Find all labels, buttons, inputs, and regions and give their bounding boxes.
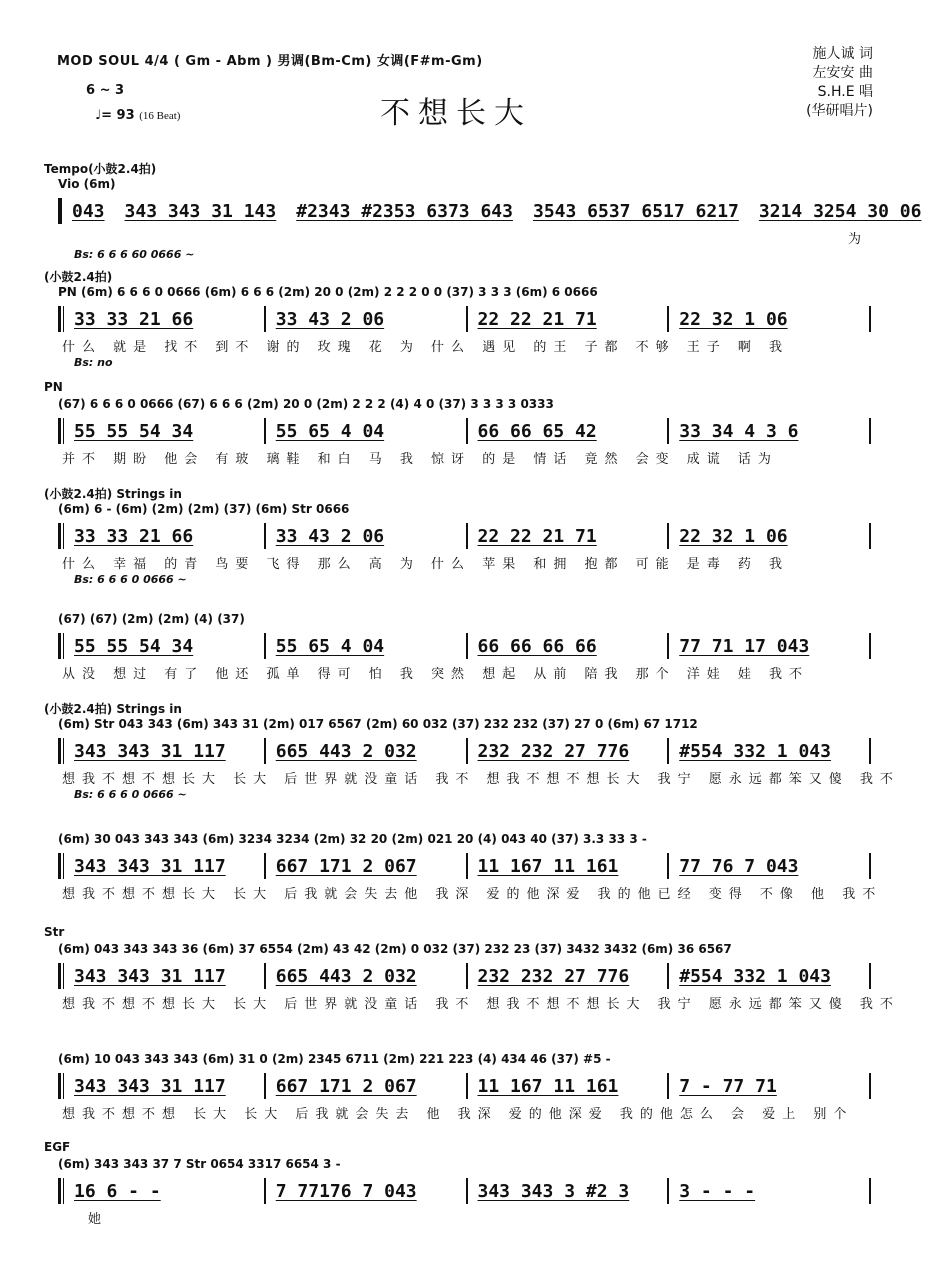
bass-line: Bs: 6 6 6 0 0666 ~	[74, 788, 187, 801]
measure-notes: 22 22 21 71	[477, 525, 597, 547]
section-label: (小鼓2.4拍) Strings in	[44, 702, 182, 716]
measure-notes: 667 171 2 067	[275, 1075, 417, 1097]
barline	[466, 1073, 468, 1099]
barline	[869, 306, 871, 332]
measure	[272, 1181, 460, 1202]
measure	[272, 526, 460, 547]
measure	[474, 526, 662, 547]
double-barline	[58, 1073, 64, 1099]
measure	[121, 201, 281, 222]
notation-line	[58, 418, 877, 444]
double-barline	[58, 306, 64, 332]
measure	[675, 526, 863, 547]
notation-line	[58, 198, 922, 224]
measure-notes: 33 33 21 66	[74, 308, 194, 330]
song-title: 不想长大	[380, 96, 532, 131]
measure	[272, 966, 460, 987]
tempo-marking	[95, 108, 180, 123]
notation-line	[58, 1178, 877, 1204]
measure-notes: 11 167 11 161	[477, 855, 619, 877]
measure-notes: 665 443 2 032	[275, 740, 417, 762]
barline	[466, 1178, 468, 1204]
section-label: PN	[44, 380, 63, 394]
measure-notes: 55 65 4 04	[275, 420, 385, 442]
lyrics-line: 并不 期盼 他会 有玻 璃鞋 和白 马 我 惊讶 的是 情话 竟然 会变 成谎 话为	[62, 452, 778, 467]
barline	[466, 306, 468, 332]
barline	[869, 418, 871, 444]
measure-notes: 33 34 4 3 6	[679, 420, 799, 442]
measure	[675, 856, 863, 877]
tempo-value: ♩= 93	[95, 108, 135, 123]
barline	[667, 306, 669, 332]
bass-line: Bs: no	[74, 356, 113, 369]
double-barline	[58, 1178, 64, 1204]
barline	[869, 963, 871, 989]
notation-line	[58, 963, 877, 989]
barline	[264, 1178, 266, 1204]
section-label: Str	[44, 925, 65, 939]
barline	[667, 633, 669, 659]
measure-notes: 33 43 2 06	[275, 525, 385, 547]
section-label: (小鼓2.4拍)	[44, 270, 113, 284]
measure	[474, 636, 662, 657]
chord-line: (67) (67) (2m) (2m) (4) (37)	[58, 612, 245, 626]
barline	[466, 738, 468, 764]
measure-notes: 667 171 2 067	[275, 855, 417, 877]
lyrics-line: 想我不想不想 长大 长大 后我就会失去 他 我深 爱的他深爱 我的他怎么 会 爱上 别个	[62, 1107, 854, 1122]
section-label: Tempo(小鼓2.4拍)	[44, 162, 157, 176]
double-barline	[58, 418, 64, 444]
barline	[869, 523, 871, 549]
measure	[70, 966, 258, 987]
barline	[466, 523, 468, 549]
barline	[869, 633, 871, 659]
measure-notes: #554 332 1 043	[679, 965, 831, 987]
barline	[667, 963, 669, 989]
measure	[68, 201, 109, 222]
measure	[70, 856, 258, 877]
measure-notes: 343 343 3 #2 3	[477, 1180, 630, 1202]
barline	[264, 853, 266, 879]
measure-notes: 232 232 27 776	[477, 740, 630, 762]
double-barline	[58, 198, 62, 224]
barline	[264, 963, 266, 989]
barline	[667, 738, 669, 764]
barline	[264, 1073, 266, 1099]
style-key-info: MOD SOUL 4/4 ( Gm - Abm ) 男调(Bm-Cm) 女调(F#m-Gm)	[57, 54, 483, 69]
lyrics-line: 想我不想不想长大 长大 后世界就没童话 我不 想我不想不想长大 我宁 愿永远都笨又傻 我不	[62, 997, 900, 1012]
measure-notes: 343 343 31 117	[74, 855, 226, 877]
double-barline	[58, 633, 64, 659]
measure-notes: #2343 #2353 6373 643	[296, 200, 513, 222]
measure-notes: 22 32 1 06	[679, 525, 788, 547]
barline	[466, 963, 468, 989]
barline	[264, 306, 266, 332]
measure	[474, 1076, 662, 1097]
lyrics-line: 从没 想过 有了 他还 孤单 得可 怕 我 突然 想起 从前 陪我 那个 洋娃 娃 我不	[62, 667, 809, 682]
measure-notes: 343 343 31 117	[74, 740, 226, 762]
measure	[70, 636, 258, 657]
measure-notes: 665 443 2 032	[275, 965, 417, 987]
notation-line	[58, 523, 877, 549]
chord-line: (6m) 6 - (6m) (2m) (2m) (37) (6m) Str 0666	[58, 502, 350, 516]
double-barline	[58, 963, 64, 989]
measure-notes: 343 343 31 117	[74, 965, 226, 987]
barline	[869, 1178, 871, 1204]
barline	[264, 738, 266, 764]
double-barline	[58, 738, 64, 764]
lyrics-line: 她	[88, 1212, 109, 1227]
measure	[272, 856, 460, 877]
section-label: (小鼓2.4拍) Strings in	[44, 487, 182, 501]
credit-composer: 左安安 曲	[812, 65, 873, 81]
chord-line: (6m) 30 043 343 343 (6m) 3234 3234 (2m) 32 20 (2m) 021 20 (4) 043 40 (37) 3.3 33 3 -	[58, 832, 647, 846]
chord-line: Vio (6m)	[58, 177, 116, 191]
chord-line: (6m) 10 043 343 343 (6m) 31 0 (2m) 2345 6711 (2m) 221 223 (4) 434 46 (37) #5 -	[58, 1052, 611, 1066]
measure	[675, 309, 863, 330]
measure	[70, 1181, 258, 1202]
measure	[675, 636, 863, 657]
barline	[667, 853, 669, 879]
measure	[675, 421, 863, 442]
barline	[264, 418, 266, 444]
measure-notes: 66 66 65 42	[477, 420, 597, 442]
measure	[474, 856, 662, 877]
measure	[675, 741, 863, 762]
measure	[272, 309, 460, 330]
measure	[70, 741, 258, 762]
double-barline	[58, 523, 64, 549]
barline	[466, 853, 468, 879]
measure	[272, 1076, 460, 1097]
measure-notes: 16 6 - -	[74, 1180, 161, 1202]
bass-line: Bs: 6 6 6 60 0666 ~	[74, 248, 195, 261]
measure	[675, 1181, 863, 1202]
notation-line	[58, 1073, 877, 1099]
measure	[474, 1181, 662, 1202]
barline	[667, 523, 669, 549]
measure-notes: 66 66 66 66	[477, 635, 597, 657]
barline	[264, 523, 266, 549]
measure-notes: 22 22 21 71	[477, 308, 597, 330]
measure	[529, 201, 743, 222]
measure-notes: 343 343 31 117	[74, 1075, 226, 1097]
chord-line: (67) 6 6 6 0 0666 (67) 6 6 6 (2m) 20 0 (2m) 2 2 2 (4) 4 0 (37) 3 3 3 3 0333	[58, 397, 554, 411]
measure-notes: #554 332 1 043	[679, 740, 831, 762]
tempo-note: (16 Beat)	[139, 110, 181, 122]
measure-notes: 232 232 27 776	[477, 965, 630, 987]
lyrics-line: 为	[848, 232, 869, 247]
measure	[474, 421, 662, 442]
notation-line	[58, 633, 877, 659]
measure	[272, 741, 460, 762]
measure	[272, 421, 460, 442]
lyrics-line: 想我不想不想长大 长大 后我就会失去他 我深 爱的他深爱 我的他已经 变得 不像 他 我不	[62, 887, 883, 902]
measure-notes: 33 43 2 06	[275, 308, 385, 330]
measure	[70, 421, 258, 442]
measure	[70, 526, 258, 547]
measure-notes: 3543 6537 6517 6217	[532, 200, 739, 222]
measure	[474, 966, 662, 987]
barline	[869, 738, 871, 764]
measure	[474, 741, 662, 762]
chord-line: (6m) 043 343 343 36 (6m) 37 6554 (2m) 43 42 (2m) 0 032 (37) 232 23 (37) 3432 3432 (6m) 36 6567	[58, 942, 732, 956]
measure-notes: 3214 3254 30 06	[758, 200, 922, 222]
measure	[70, 1076, 258, 1097]
credit-singer: S.H.E 唱	[817, 84, 873, 100]
barline	[466, 418, 468, 444]
measure-notes: 55 55 54 34	[74, 635, 194, 657]
barline	[869, 1073, 871, 1099]
measure-notes: 043	[72, 200, 105, 222]
barline	[869, 853, 871, 879]
measure-notes: 77 71 17 043	[679, 635, 810, 657]
credit-lyricist: 施人诚 词	[812, 46, 873, 62]
chord-line: (6m) Str 043 343 (6m) 343 31 (2m) 017 6567 (2m) 60 032 (37) 232 232 (37) 27 0 (6m) 67 1712	[58, 717, 698, 731]
measure-notes: 55 65 4 04	[275, 635, 385, 657]
barline	[667, 418, 669, 444]
measure	[675, 966, 863, 987]
measure-notes: 33 33 21 66	[74, 525, 194, 547]
measure-notes: 55 55 54 34	[74, 420, 194, 442]
barline	[466, 633, 468, 659]
section-label: EGF	[44, 1140, 71, 1154]
measure	[474, 309, 662, 330]
chord-line: (6m) 343 343 37 7 Str 0654 3317 6654 3 -	[58, 1157, 341, 1171]
measure	[292, 201, 517, 222]
barline	[667, 1178, 669, 1204]
barline	[667, 1073, 669, 1099]
lyrics-line: 什么 幸福 的青 鸟要 飞得 那么 高 为 什么 苹果 和拥 抱都 可能 是毒 药 我	[62, 557, 789, 572]
vocal-range: 6 ~ 3	[86, 83, 125, 98]
measure-notes: 343 343 31 143	[124, 200, 277, 222]
measure-notes: 7 77176 7 043	[275, 1180, 417, 1202]
measure-notes: 7 - 77 71	[679, 1075, 777, 1097]
measure	[675, 1076, 863, 1097]
notation-line	[58, 306, 877, 332]
measure-notes: 22 32 1 06	[679, 308, 788, 330]
double-barline	[58, 853, 64, 879]
chord-line: PN (6m) 6 6 6 0 0666 (6m) 6 6 6 (2m) 20 0 (2m) 2 2 2 0 0 (37) 3 3 3 (6m) 6 0666	[58, 285, 598, 299]
notation-line	[58, 853, 877, 879]
barline	[264, 633, 266, 659]
lyrics-line: 什么 就是 找不 到不 谢的 玫瑰 花 为 什么 遇见 的王 子都 不够 王子 啊 我	[62, 340, 789, 355]
bass-line: Bs: 6 6 6 0 0666 ~	[74, 573, 187, 586]
measure	[755, 201, 925, 222]
measure-notes: 3 - - -	[679, 1180, 756, 1202]
notation-line	[58, 738, 877, 764]
measure	[70, 309, 258, 330]
measure-notes: 11 167 11 161	[477, 1075, 619, 1097]
credit-label: (华研唱片)	[806, 103, 873, 119]
measure-notes: 77 76 7 043	[679, 855, 799, 877]
lyrics-line: 想我不想不想长大 长大 后世界就没童话 我不 想我不想不想长大 我宁 愿永远都笨又傻 我不	[62, 772, 900, 787]
credits	[806, 45, 873, 121]
measure	[272, 636, 460, 657]
